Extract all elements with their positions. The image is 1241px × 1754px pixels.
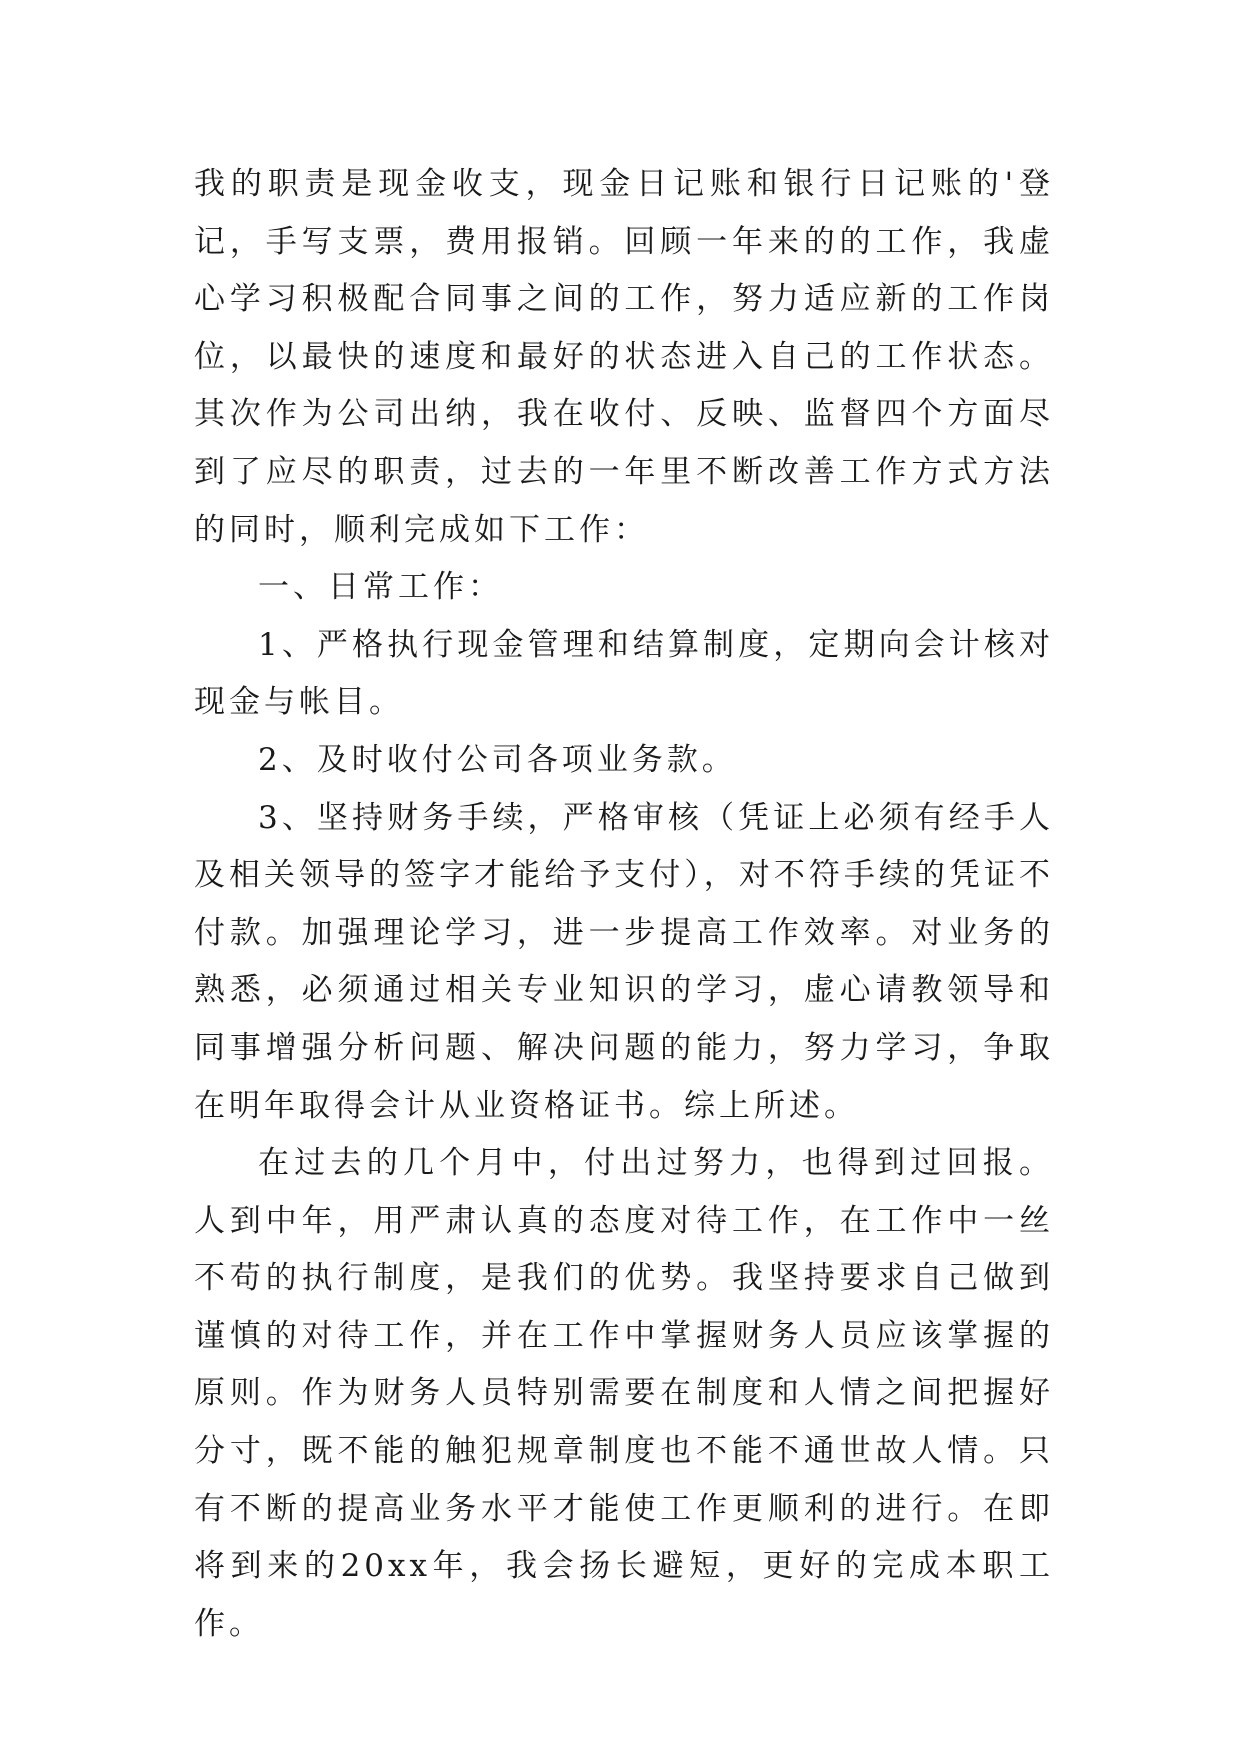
document-body	[194, 156, 1054, 1653]
list-item-1: 1、严格执行现金管理和结算制度，定期向会计核对现金与帐目。	[194, 626, 1054, 721]
paragraph-intro: 我的职责是现金收支，现金日记账和银行日记账的'登记，手写支票，费用报销。回顾一年来的的工作，我虚心学习积极配合同事之间的工作，努力适应新的工作岗位，以最快的速度和最好的状态进入自己的工作状态。其次作为公司出纳，我在收付、反映、监督四个方面尽到了应尽的职责，过去的一年里不断改善工作方式方法的同时，顺利完成如下工作：	[194, 166, 1054, 548]
section-heading-daily-work: 一、日常工作：	[258, 569, 503, 606]
list-item-2: 2、及时收付公司各项业务款。	[258, 741, 737, 778]
paragraph-conclusion: 在过去的几个月中，付出过努力，也得到过回报。人到中年，用严肃认真的态度对待工作，在工作中一丝不苟的执行制度，是我们的优势。我坚持要求自己做到谨慎的对待工作，并在工作中掌握财务人员应该掌握的原则。作为财务人员特别需要在制度和人情之间把握好分寸，既不能的触犯规章制度也不能不通世故人情。只有不断的提高业务水平才能使工作更顺利的进行。在即将到来的20xx年，我会扬长避短，更好的完成本职工作。	[194, 1145, 1054, 1642]
list-item-3: 3、坚持财务手续，严格审核（凭证上必须有经手人及相关领导的签字才能给予支付），对不符手续的凭证不付款。加强理论学习，进一步提高工作效率。对业务的熟悉，必须通过相关专业知识的学习，虚心请教领导和同事增强分析问题、解决问题的能力，努力学习，争取在明年取得会计从业资格证书。综上所述。	[194, 799, 1054, 1124]
